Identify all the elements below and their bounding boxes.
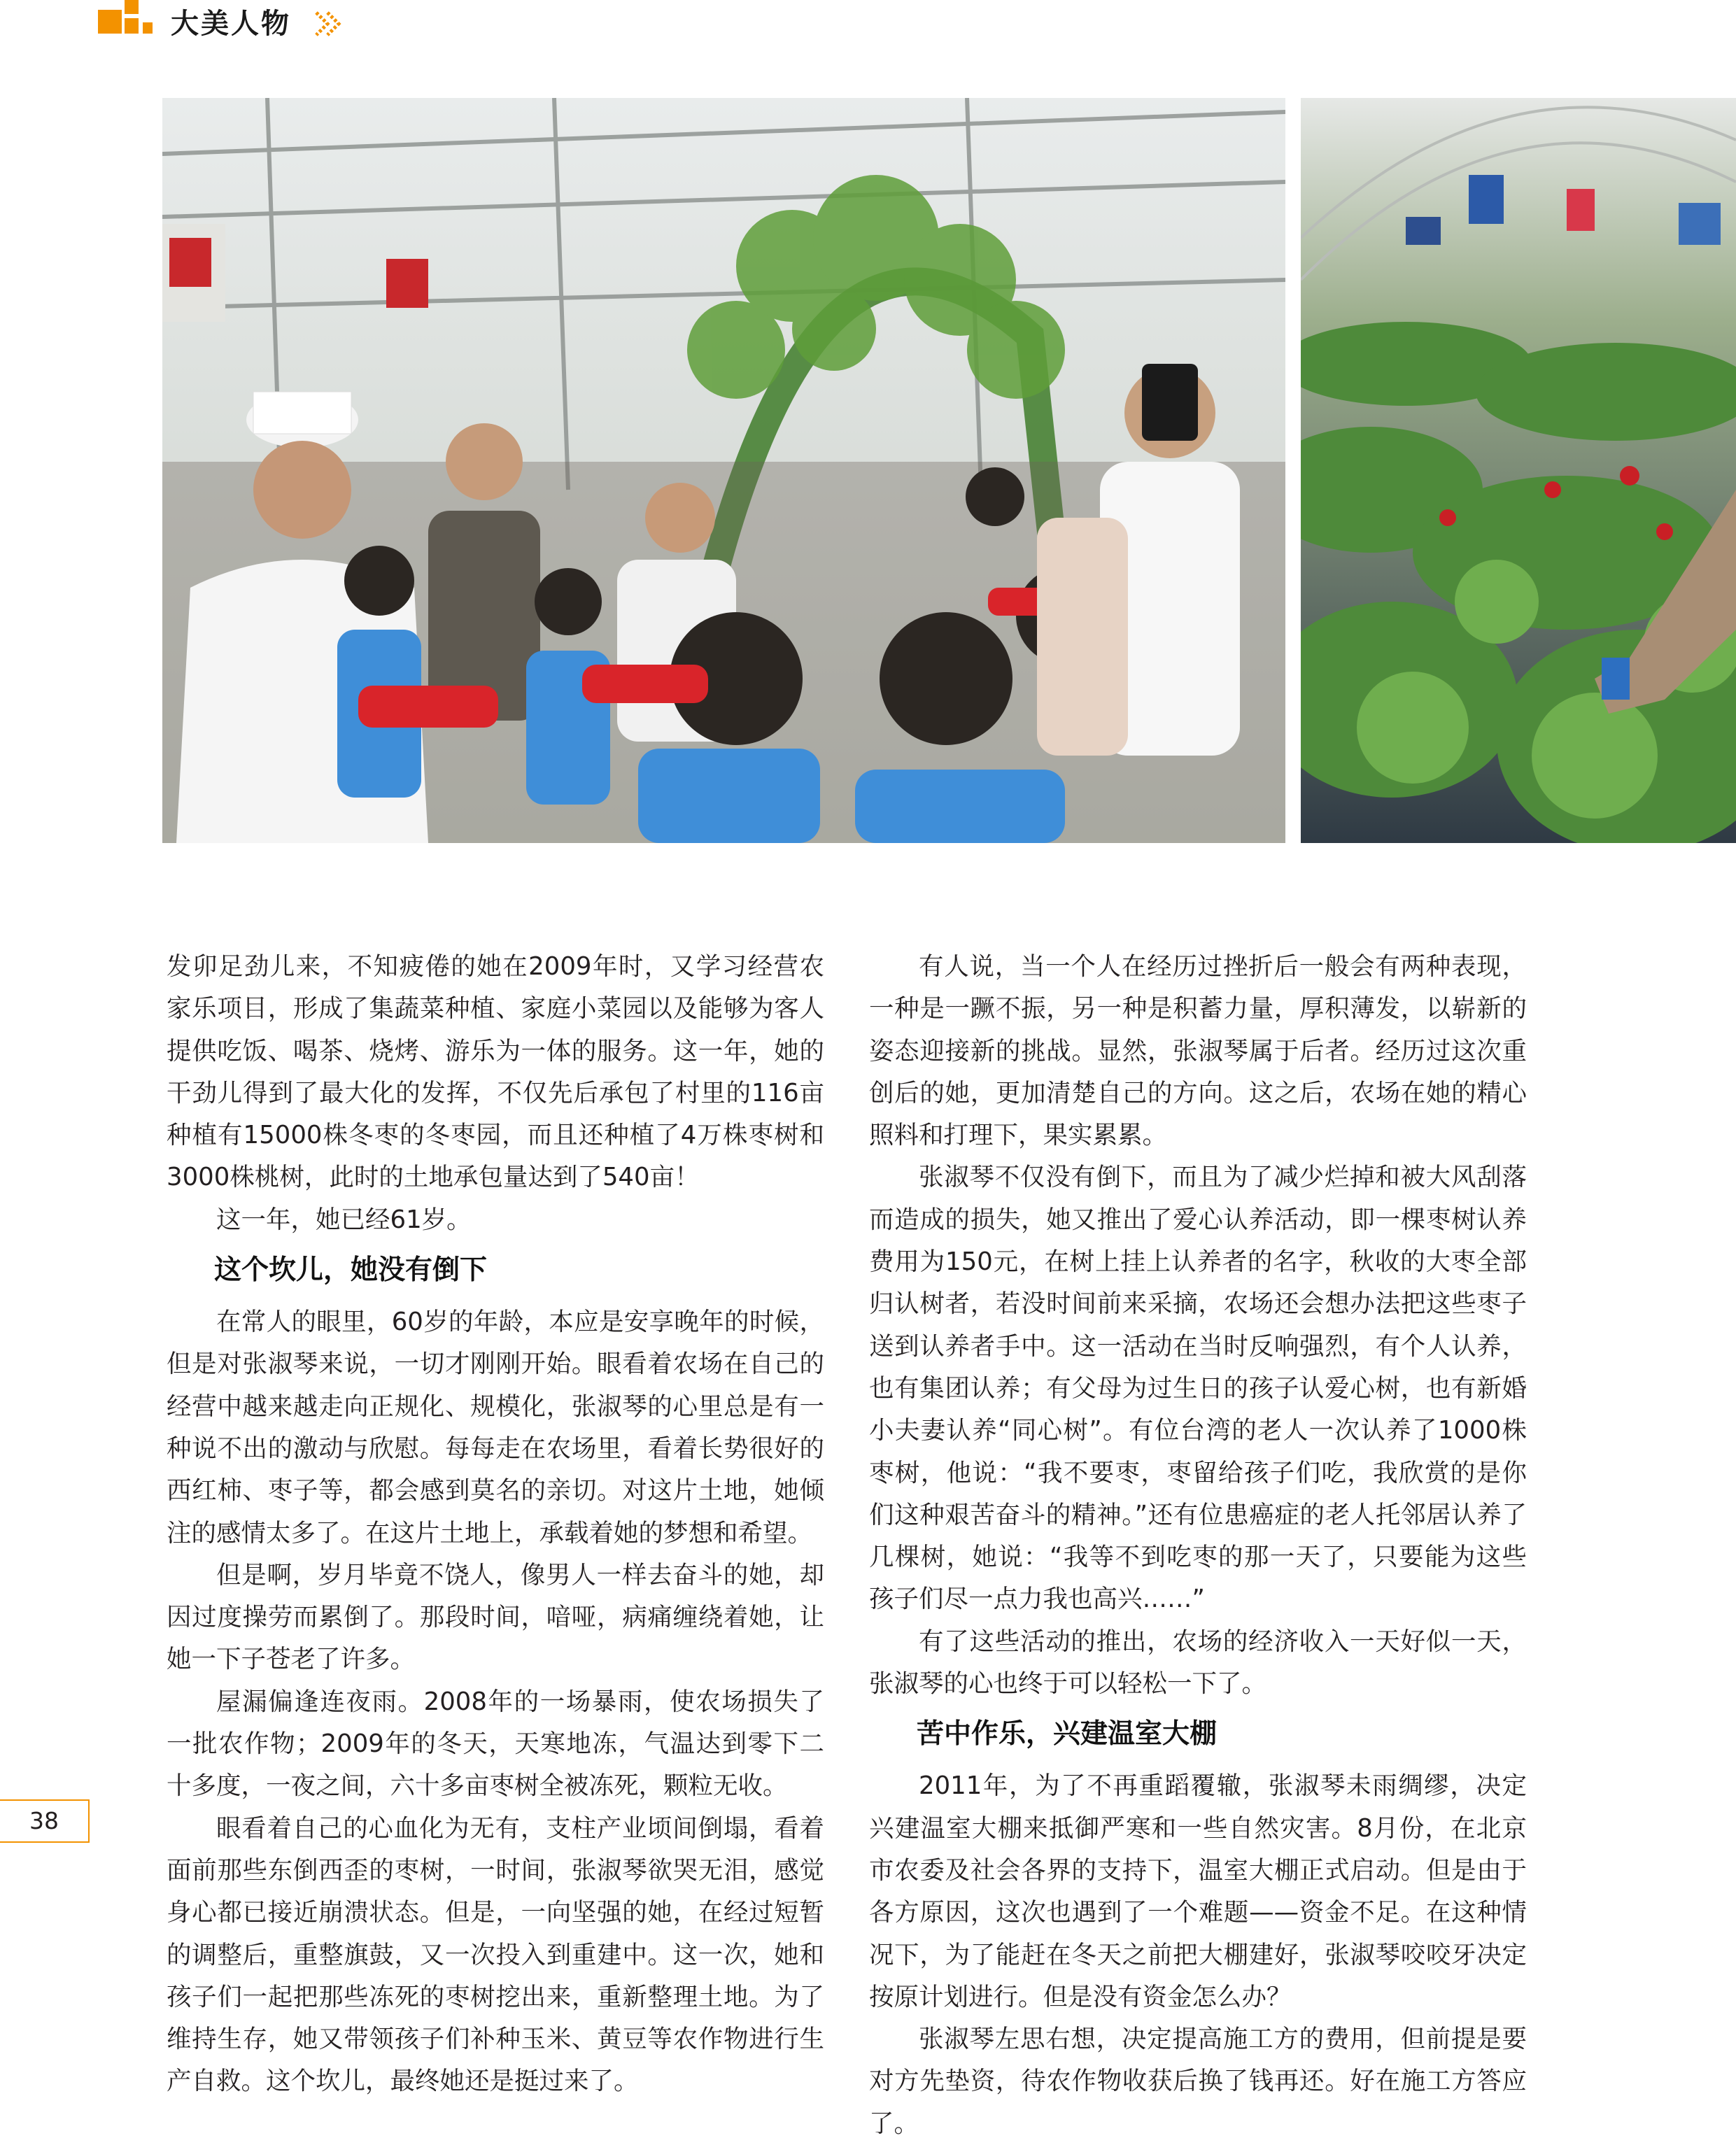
greenhouse-gathering-photo <box>162 98 1285 843</box>
paragraph: 但是啊，岁月毕竟不饶人，像男人一样去奋斗的她，却因过度操劳而累倒了。那段时间，喑哑，病痛缠绕着她，让她一下子苍老了许多。 <box>167 1560 824 1674</box>
paragraph: 有了这些活动的推出，农场的经济收入一天好似一天，张淑琴的心也终于可以轻松一下了。 <box>869 1627 1527 1699</box>
page-number: 38 <box>0 1799 90 1843</box>
paragraph: 张淑琴不仅没有倒下，而且为了减少烂掉和被大风刮落而造成的损失，她又推出了爱心认养活动，即一棵枣树认养费用为150元，在树上挂上认养者的名字，秋收的大枣全部归认树者，若没时间前来采摘，农场还会想办法把这些枣子送到认养者手中。这一活动在当时反响强烈，有个人认养，也有集团认养；有父母为过生日的孩子认爱心树，也有新婚小夫妻认养“同心树”。有位台湾的老人一次认养了1000株枣树，他说：“我不要枣，枣留给孩子们吃，我欣赏的是你们这种艰苦奋斗的精神。”还有位患癌症的老人托邻居认养了几棵树，她说：“我等不到吃枣的那一天了，只要能为这些孩子们尽一点力我也高兴……” <box>869 1163 1527 1614</box>
paragraph: 在常人的眼里，60岁的年龄，本应是安享晚年的时候，但是对张淑琴来说，一切才刚刚开始。眼看着农场在自己的经营中越来越走向正规化、规模化，张淑琴的心里总是有一种说不出的激动与欣慰。每每走在农场里，看着长势很好的西红柿、枣子等，都会感到莫名的亲切。对这片土地，她倾注的感情太多了。在这片土地上，承载着她的梦想和希望。 <box>167 1308 824 1548</box>
section-title: 大美人物 <box>171 8 291 40</box>
paragraph: 这一年，她已经61岁。 <box>216 1205 472 1234</box>
paragraph: 发卯足劲儿来，不知疲倦的她在2009年时，又学习经营农家乐项目，形成了集蔬菜种植、家庭小菜园以及能够为客人提供吃饭、喝茶、烧烤、游乐为一体的服务。这一年，她的干劲儿得到了最大化的发挥，不仅先后承包了村里的116亩种植有15000株冬枣的冬枣园，而且还种植了4万株枣树和3000株桃树，此时的土地承包量达到了540亩！ <box>167 952 824 1192</box>
section-heading: 苦中作乐，兴建温室大棚 <box>917 1718 1218 1750</box>
double-chevron-right-icon <box>313 10 344 38</box>
left-text-column <box>167 946 824 2103</box>
right-text-column <box>869 946 1527 2145</box>
paragraph: 屋漏偏逢连夜雨。2008年的一场暴雨，使农场损失了一批农作物；2009年的冬天，天寒地冻，气温达到零下二十多度，一夜之间，六十多亩枣树全被冻死，颗粒无收。 <box>167 1687 824 1801</box>
paragraph: 眼看着自己的心血化为无有，支柱产业顷间倒塌，看着面前那些东倒西歪的枣树，一时间，张淑琴欲哭无泪，感觉身心都已接近崩溃状态。但是，一向坚强的她，在经过短暂的调整后，重整旗鼓，又一次投入到重建中。这一次，她和孩子们一起把那些冻死的枣树挖出来，重新整理土地。为了维持生存，她又带领孩子们补种玉米、黄豆等农作物进行生产自救。这个坎儿，最终她还是挺过来了。 <box>167 1813 824 2096</box>
section-heading: 这个坎儿，她没有倒下 <box>214 1254 488 1287</box>
paragraph: 2011年，为了不再重蹈覆辙，张淑琴未雨绸缪，决定兴建温室大棚来抵御严寒和一些自然灾害。8月份，在北京市农委及社会各界的支持下，温室大棚正式启动。但是由于各方原因，这次也遇到了一个难题——资金不足。在这种情况下，为了能赶在冬天之前把大棚建好，张淑琴咬咬牙决定按原计划进行。但是没有资金怎么办？ <box>869 1771 1527 2011</box>
paragraph: 张淑琴左思右想，决定提高施工方的费用，但前提是要对方先垫资，待农作物收获后换了钱再还。好在施工方答应了。 <box>869 2025 1527 2138</box>
strawberry-picking-photo <box>1301 98 1736 843</box>
orange-square-blocks-icon <box>98 0 161 38</box>
paragraph: 有人说，当一个人在经历过挫折后一般会有两种表现，一种是一蹶不振，另一种是积蓄力量，厚积薄发，以崭新的姿态迎接新的挑战。显然，张淑琴属于后者。经历过这次重创后的她，更加清楚自己的方向。这之后，农场在她的精心照料和打理下，果实累累。 <box>869 952 1527 1150</box>
